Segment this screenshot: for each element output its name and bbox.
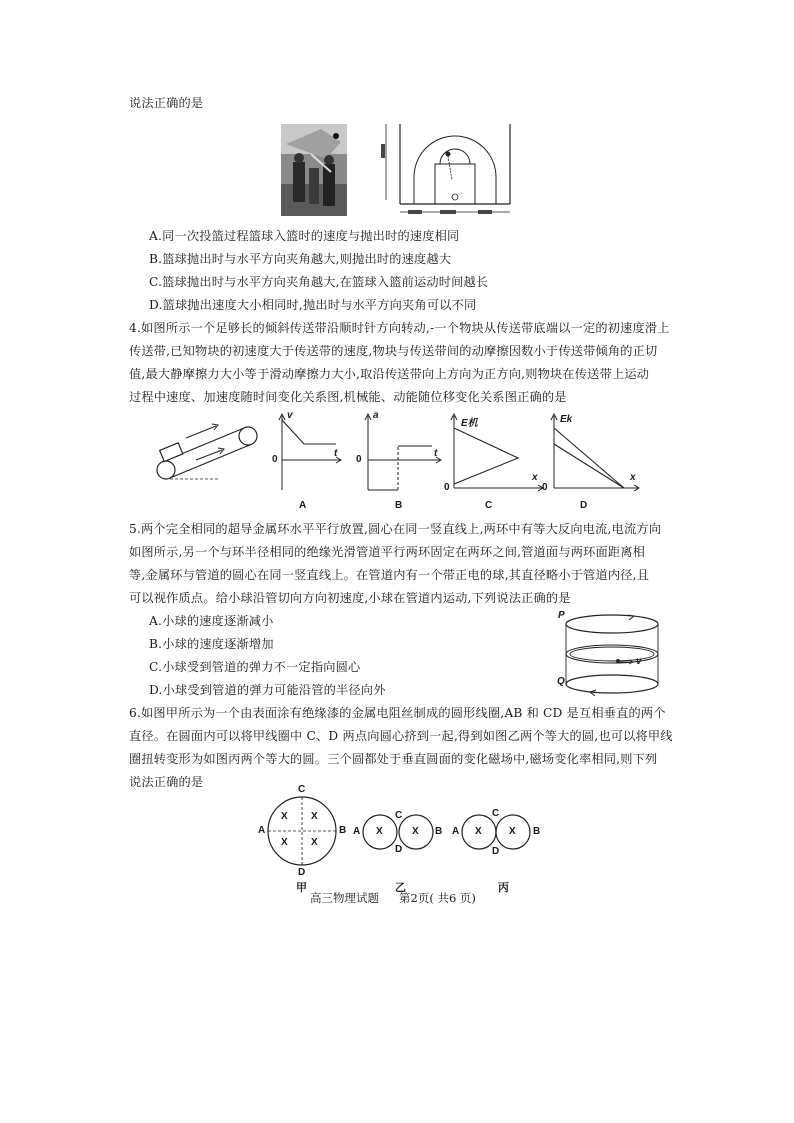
ring-p-label: P [558,610,565,621]
field-x-4: X [311,837,318,848]
q4-line-1: 4.如图所示一个足够长的倾斜传送带沿顺时针方向转动,-一个物块从传送带底端以一定的初速度滑上 [129,321,670,335]
coil-jia-c: C [298,784,306,795]
graph-d-label: D [580,500,588,511]
graph-b-x-label: t [434,448,438,459]
conveyor-belt-diagram [152,420,264,486]
q4-line-3: 值,最大静摩擦力大小等于滑动摩擦力大小,取沿传送带向上方向为正方向,则物块在传送带上运动 [129,367,650,381]
coil-yi-caption: 乙 [395,882,406,894]
footer-page: 第2页( 共6 页) [399,891,476,905]
graph-a-origin: 0 [272,454,278,465]
graph-b [356,410,442,494]
coil-figure-yi [352,806,448,894]
q5-line-2: 如图所示,另一个与环半径相同的绝缘光滑管道平行两环固定在两环之间,管道面与两环面距离相 [129,545,646,559]
basketball-photo [281,124,347,216]
graph-c-y-label: E机 [461,418,478,429]
graph-b-y-label: a [373,410,379,421]
q5-line-4: 可以视作质点。给小球沿管切向方向初速度,小球在管道内运动,下列说法正确的是 [129,591,571,605]
q3-option-c: C.篮球抛出时与水平方向夹角越大,在篮球入篮前运动时间越长 [149,275,489,289]
graph-a-x-label: t [334,448,338,459]
field-x-7: X [475,826,482,837]
graph-c [444,410,544,494]
field-x-6: X [412,826,419,837]
q4-line-4: 过程中速度、加速度随时间变化关系图,机械能、动能随位移变化关系图正确的是 [129,390,567,404]
graph-a [270,410,342,494]
graph-c-label: C [485,500,493,511]
graph-a-label: A [299,500,307,511]
coil-bing-b: B [533,826,541,837]
footer-subject: 高三物理试题 [310,891,379,905]
q3-option-d: D.篮球抛出速度大小相同时,抛出时与水平方向夹角可以不同 [149,298,477,312]
q6-line-4: 说法正确的是 [129,775,204,789]
q5-option-b: B.小球的速度逐渐增加 [149,637,274,651]
q5-option-d: D.小球受到管道的弹力可能沿管的半径向外 [149,683,386,697]
graph-c-origin: 0 [444,482,450,493]
q3-option-a: A.同一次投篮过程篮球入篮时的速度与抛出时的速度相同 [149,229,460,243]
field-x-1: X [281,811,288,822]
q6-line-3: 圈扭转变形为如图丙两个等大的圆。三个圆都处于垂直圆面的变化磁场中,磁场变化率相同,则下列 [129,752,658,766]
q3-option-b: B.篮球抛出时与水平方向夹角越大,则抛出时的速度越大 [149,252,452,266]
q5-option-a: A.小球的速度逐渐减小 [149,614,274,628]
coil-yi-d: D [395,844,403,855]
field-x-2: X [311,811,318,822]
coil-bing-d: D [492,846,500,857]
coil-yi-b: B [435,826,443,837]
q4-line-2: 传送带,已知物块的初速度大于传送带的速度,物块与传送带间的动摩擦因数小于传送带倾角的正切 [129,344,658,358]
coil-jia-b: B [339,825,347,836]
q5-option-c: C.小球受到管道的弹力不一定指向圆心 [149,660,361,674]
coil-yi-a: A [353,826,361,837]
coil-figure-jia [256,780,352,894]
coil-jia-d: D [298,867,306,878]
graph-b-origin: 0 [356,454,362,465]
basketball-court-diagram [378,122,518,218]
graph-d-origin: 0 [542,482,548,493]
q5-line-1: 5.两个完全相同的超导金属环水平平行放置,圆心在同一竖直线上,两环中有等大反向电流,电流方向 [129,522,662,536]
field-x-5: X [376,826,383,837]
graph-d [542,410,640,494]
coil-bing-c: C [492,808,500,819]
q6-line-1: 6.如图甲所示为一个由表面涂有绝缘漆的金属电阻丝制成的圆形线圈,AB 和 CD 是互相垂直的两个 [129,706,666,720]
q6-line-2: 直径。在圆面内可以将甲线圈中 C、D 两点向圆心挤到一起,得到如图乙两个等大的圆,也可以将甲线 [129,729,673,743]
graph-a-y-label: v [287,410,293,421]
coil-jia-a: A [258,825,266,836]
velocity-label: v [636,656,642,667]
field-x-3: X [281,837,288,848]
graph-c-x-label: x [532,472,538,483]
coil-bing-caption: 丙 [498,882,509,894]
q5-line-3: 等,金属环与管道的圆心在同一竖直线上。在管道内有一个带正电的球,其直径略小于管道内径,且 [129,568,650,582]
graph-d-x-label: x [630,472,636,483]
field-x-8: X [509,826,516,837]
superconducting-rings-diagram [556,612,668,696]
coil-figure-bing [452,806,548,894]
coil-jia-caption: 甲 [296,882,307,894]
coil-bing-a: A [452,826,460,837]
ring-q-label: Q [557,676,565,687]
q3-stem-tail: 说法正确的是 [129,96,204,110]
graph-b-label: B [395,500,403,511]
coil-yi-c: C [395,810,403,821]
graph-d-y-label: Ek [560,414,573,425]
